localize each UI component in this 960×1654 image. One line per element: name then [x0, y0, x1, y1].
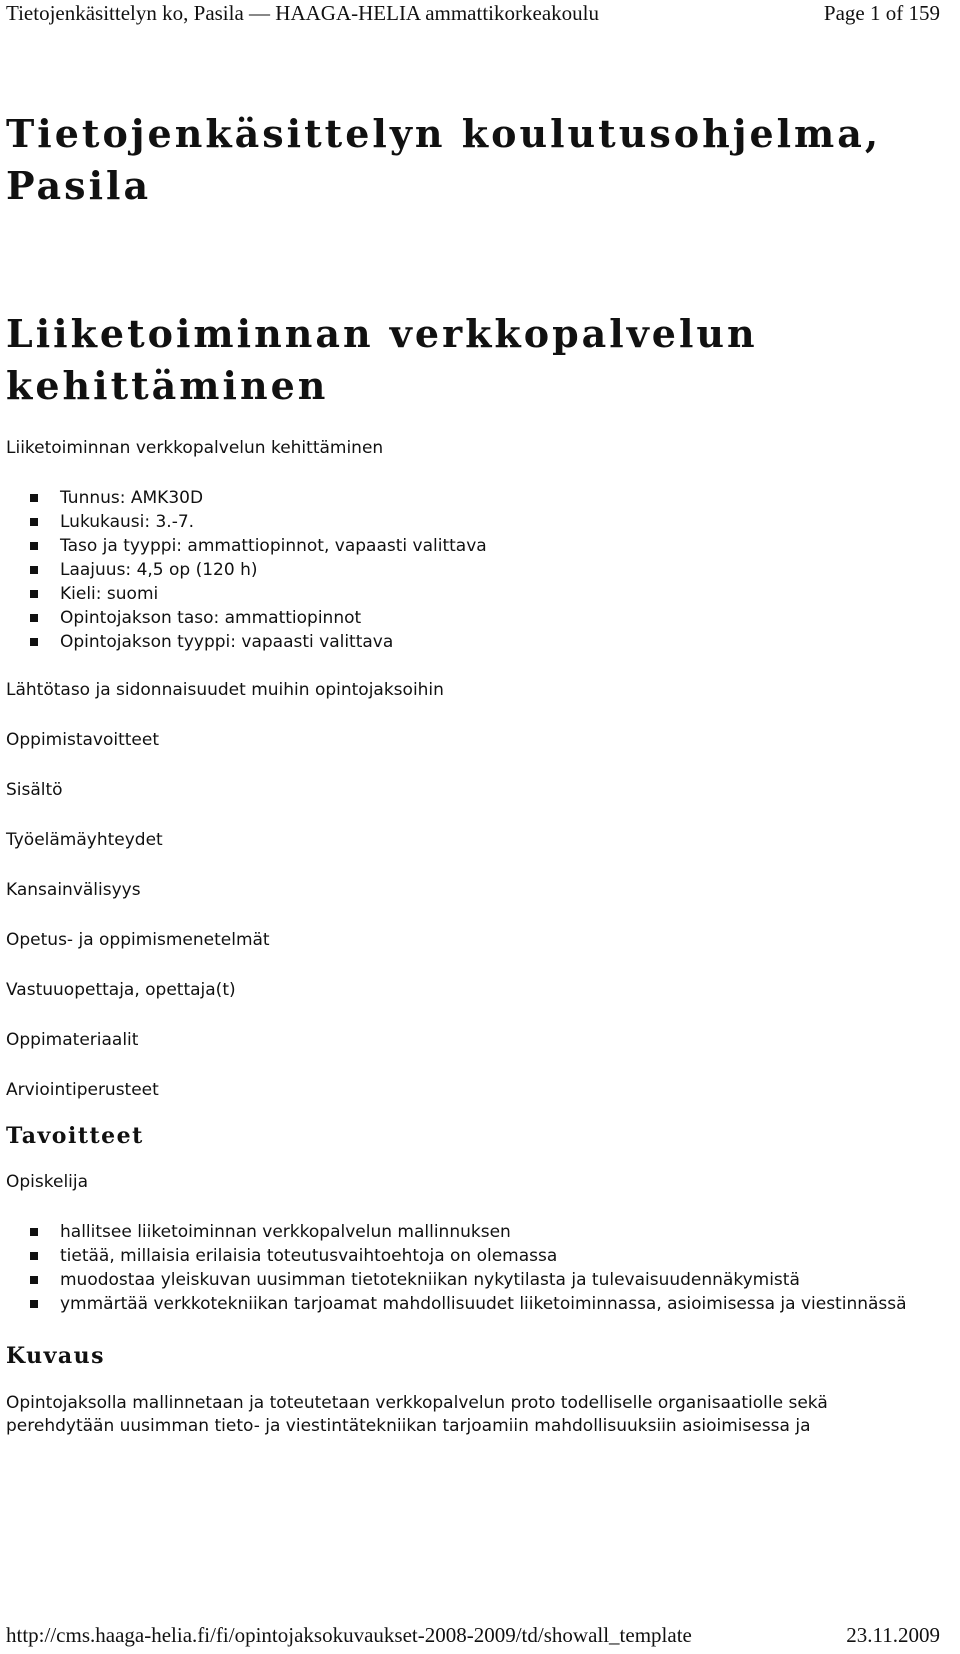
section-headings — [6, 678, 936, 1103]
goal-text: hallitsee liiketoiminnan verkkopalvelun mallinnuksen — [60, 1222, 511, 1242]
property-item — [6, 606, 936, 630]
header-page-title: Tietojenkäsittelyn ko, Pasila — HAAGA-HELIA ammattikorkeakoulu — [6, 1, 599, 25]
property-text: Laajuus: 4,5 op (120 h) — [60, 560, 258, 580]
student-label: Opiskelija — [6, 1172, 89, 1192]
property-item — [6, 558, 936, 582]
section-assessment: Arviointiperusteet — [6, 1080, 159, 1100]
programme-title-line-1: Tietojenkäsittelyn koulutusohjelma, — [6, 111, 882, 156]
section-internationality: Kansainvälisyys — [6, 880, 141, 900]
square-bullet-icon — [30, 638, 38, 646]
section-materials: Oppimateriaalit — [6, 1030, 139, 1050]
footer-date: 23.11.2009 — [846, 1623, 940, 1647]
course-subtitle: Liiketoiminnan verkkopalvelun kehittäminen — [6, 438, 384, 458]
programme-title-line-2: Pasila — [6, 163, 152, 208]
property-text: Kieli: suomi — [60, 584, 159, 604]
square-bullet-icon — [30, 614, 38, 622]
description-heading: Kuvaus — [6, 1343, 106, 1369]
property-text: Opintojakson tyyppi: vapaasti valittava — [60, 632, 394, 652]
property-text: Taso ja tyyppi: ammattiopinnot, vapaasti valittava — [60, 536, 487, 556]
property-item — [6, 582, 936, 606]
programme-title — [6, 108, 936, 212]
course-title — [6, 308, 936, 412]
property-text: Tunnus: AMK30D — [60, 488, 204, 508]
square-bullet-icon — [30, 1252, 38, 1260]
section-working-life: Työelämäyhteydet — [6, 830, 163, 850]
goal-item — [6, 1220, 936, 1244]
goal-text: muodostaa yleiskuvan uusimman tietotekniikan nykytilasta ja tulevaisuudennäkymistä — [60, 1270, 800, 1290]
goal-text: tietää, millaisia erilaisia toteutusvaihtoehtoja on olemassa — [60, 1246, 558, 1266]
section-teaching-methods: Opetus- ja oppimismenetelmät — [6, 930, 270, 950]
goal-text: ymmärtää verkkotekniikan tarjoamat mahdollisuudet liiketoiminnassa, asioimisessa ja viestinnässä — [60, 1294, 907, 1314]
goal-item — [6, 1268, 936, 1292]
property-item — [6, 486, 936, 510]
square-bullet-icon — [30, 1300, 38, 1308]
course-title-line-1: Liiketoiminnan verkkopalvelun — [6, 311, 758, 356]
square-bullet-icon — [30, 590, 38, 598]
print-header — [0, 0, 960, 30]
square-bullet-icon — [30, 1228, 38, 1236]
section-content: Sisältö — [6, 780, 63, 800]
section-prerequisites: Lähtötaso ja sidonnaisuudet muihin opintojaksoihin — [6, 680, 444, 700]
property-item — [6, 534, 936, 558]
section-learning-objectives: Oppimistavoitteet — [6, 730, 160, 750]
square-bullet-icon — [30, 566, 38, 574]
property-text: Opintojakson taso: ammattiopinnot — [60, 608, 362, 628]
print-footer — [0, 1622, 960, 1654]
goal-item — [6, 1244, 936, 1268]
square-bullet-icon — [30, 518, 38, 526]
property-item — [6, 630, 936, 654]
goal-item — [6, 1292, 936, 1316]
goals-list — [6, 1220, 936, 1316]
course-description: Opintojaksolla mallinnetaan ja toteutetaan verkkopalvelun proto todelliselle organisaatiolle sekä perehdytään uusimman tieto- ja viestintätekniikan tarjoamiin mahdollisuuksiin asioimisessa ja — [6, 1393, 828, 1436]
section-teachers: Vastuuopettaja, opettaja(t) — [6, 980, 236, 1000]
course-title-line-2: kehittäminen — [6, 363, 329, 408]
property-text: Lukukausi: 3.-7. — [60, 512, 195, 532]
square-bullet-icon — [30, 1276, 38, 1284]
header-page-number: Page 1 of 159 — [823, 1, 940, 25]
square-bullet-icon — [30, 494, 38, 502]
course-properties-list — [6, 486, 936, 654]
goals-heading: Tavoitteet — [6, 1123, 144, 1149]
footer-url: http://cms.haaga-helia.fi/fi/opintojaksokuvaukset-2008-2009/td/showall_template — [6, 1623, 692, 1647]
square-bullet-icon — [30, 542, 38, 550]
property-item — [6, 510, 936, 534]
document-content — [6, 108, 936, 1438]
